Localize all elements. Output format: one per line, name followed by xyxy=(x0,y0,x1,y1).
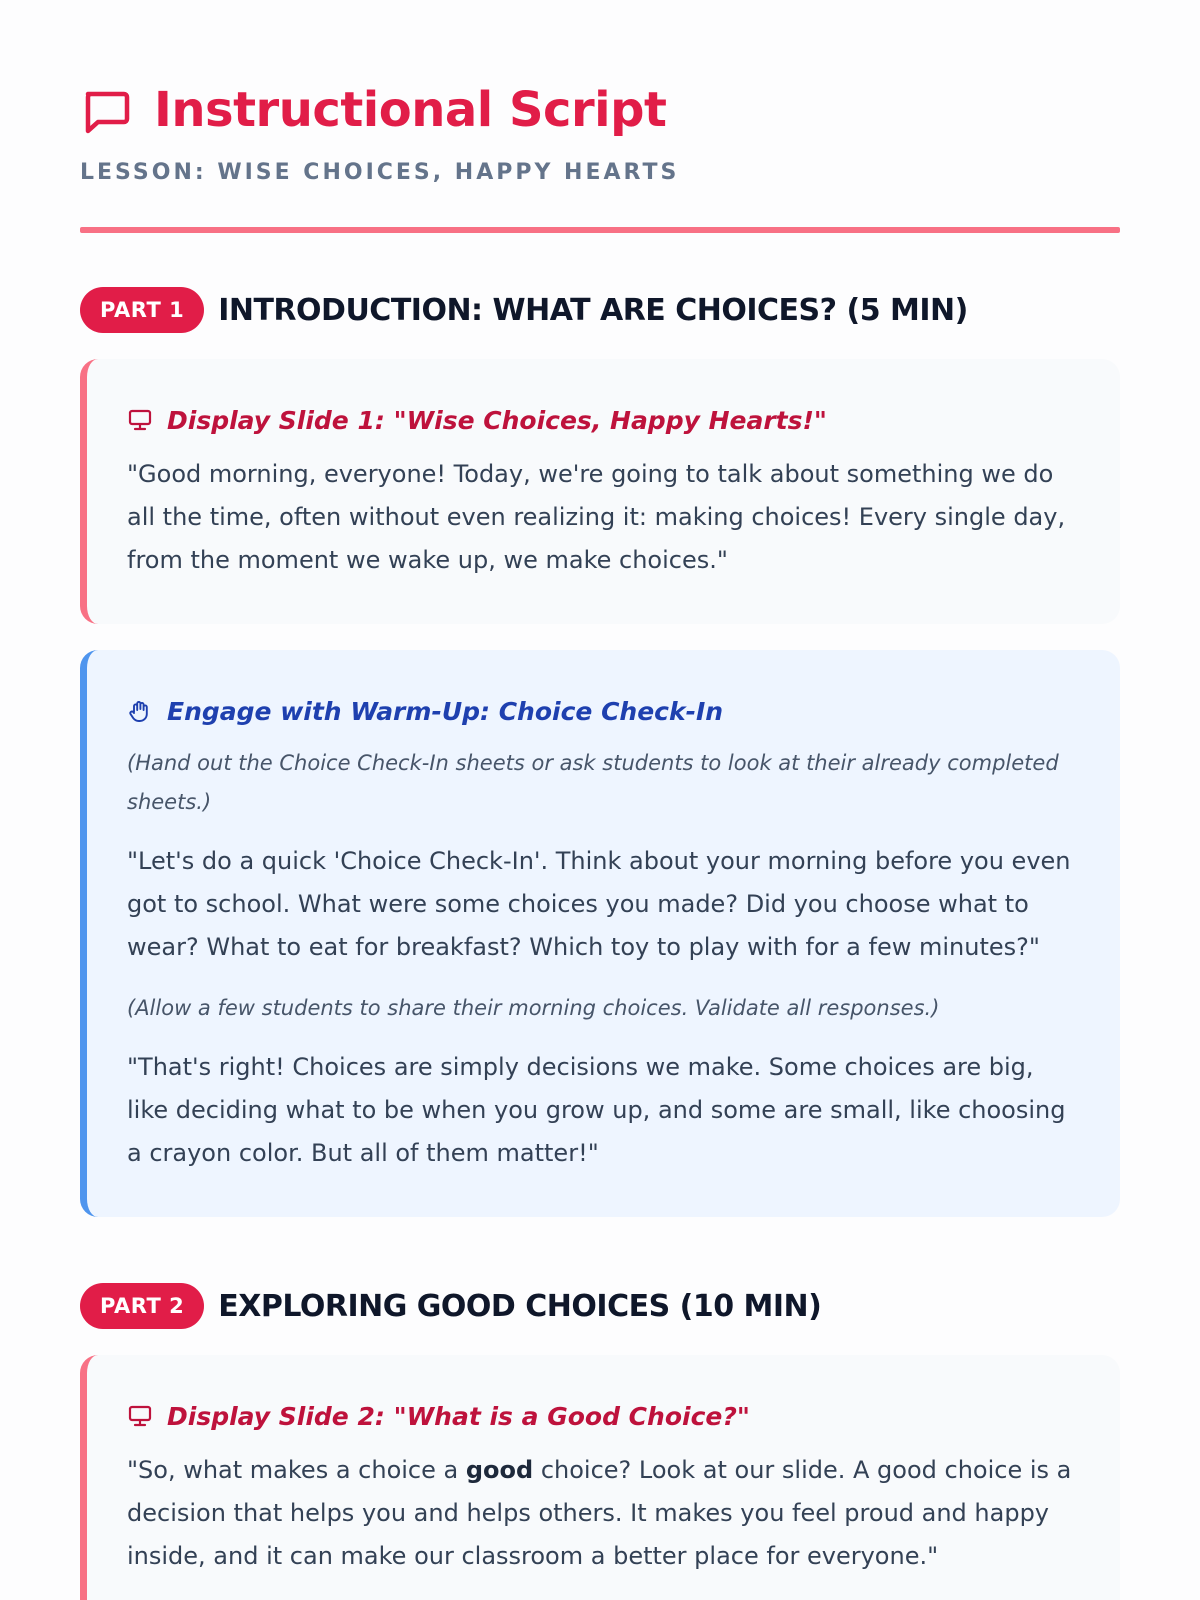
monitor-icon xyxy=(127,1403,153,1429)
card-header xyxy=(127,1399,1078,1433)
card-header xyxy=(127,694,1078,728)
lesson-subtitle: LESSON: WISE CHOICES, HAPPY HEARTS xyxy=(80,160,680,185)
slide-card xyxy=(80,359,1120,624)
part-badge: PART 1 xyxy=(80,287,204,333)
text-run: "So, what makes a choice a xyxy=(127,1456,466,1484)
script-paragraph: "Good morning, everyone! Today, we're going to talk about something we do all the time, often without even realizing it: making choices! Every single day, from the moment we wake up, we make choices." xyxy=(127,460,1066,574)
script-paragraph: "Let's do a quick 'Choice Check-In'. Think about your morning before you even got to school. What were some choices you made? Did you choose what to wear? What to eat for breakfast? Which toy to play with for a few minutes?" xyxy=(127,847,1071,961)
slide-card xyxy=(80,1355,1120,1600)
script-paragraph xyxy=(127,1449,1078,1578)
stage-direction: (Hand out the Choice Check-In sheets or ask students to look at their already completed sheets.) xyxy=(127,751,1059,814)
card-title: Engage with Warm-Up: Choice Check-In xyxy=(167,696,724,726)
text-run: choice? Look at our slide. A good choice is a decision that helps you and helps others. It makes you feel proud and happy inside, and it can make our classroom a better place for everyone." xyxy=(127,1456,1072,1570)
card-header xyxy=(127,403,1078,437)
monitor-icon xyxy=(127,407,153,433)
emphasis-text: good xyxy=(465,1456,534,1484)
part-title: EXPLORING GOOD CHOICES (10 MIN) xyxy=(218,1288,822,1324)
header-divider xyxy=(80,227,1120,233)
part-2-heading xyxy=(80,1283,1120,1329)
raised-hand-icon xyxy=(127,698,153,724)
stage-direction: (Allow a few students to share their morning choices. Validate all responses.) xyxy=(127,996,940,1020)
script-paragraph: "That's right! Choices are simply decisions we make. Some choices are big, like deciding what to be when you grow up, and some are small, like choosing a crayon color. But all of them matter!" xyxy=(127,1053,1066,1167)
page-header xyxy=(80,80,1120,140)
part-title: INTRODUCTION: WHAT ARE CHOICES? (5 MIN) xyxy=(218,292,968,328)
page-title: Instructional Script xyxy=(154,82,667,138)
chat-bubble-icon xyxy=(80,84,132,136)
part-1-heading xyxy=(80,287,1120,333)
card-title: Display Slide 1: "Wise Choices, Happy Hearts!" xyxy=(167,405,827,435)
engage-card xyxy=(80,650,1120,1217)
card-title: Display Slide 2: "What is a Good Choice?" xyxy=(167,1401,750,1431)
part-badge: PART 2 xyxy=(80,1283,204,1329)
